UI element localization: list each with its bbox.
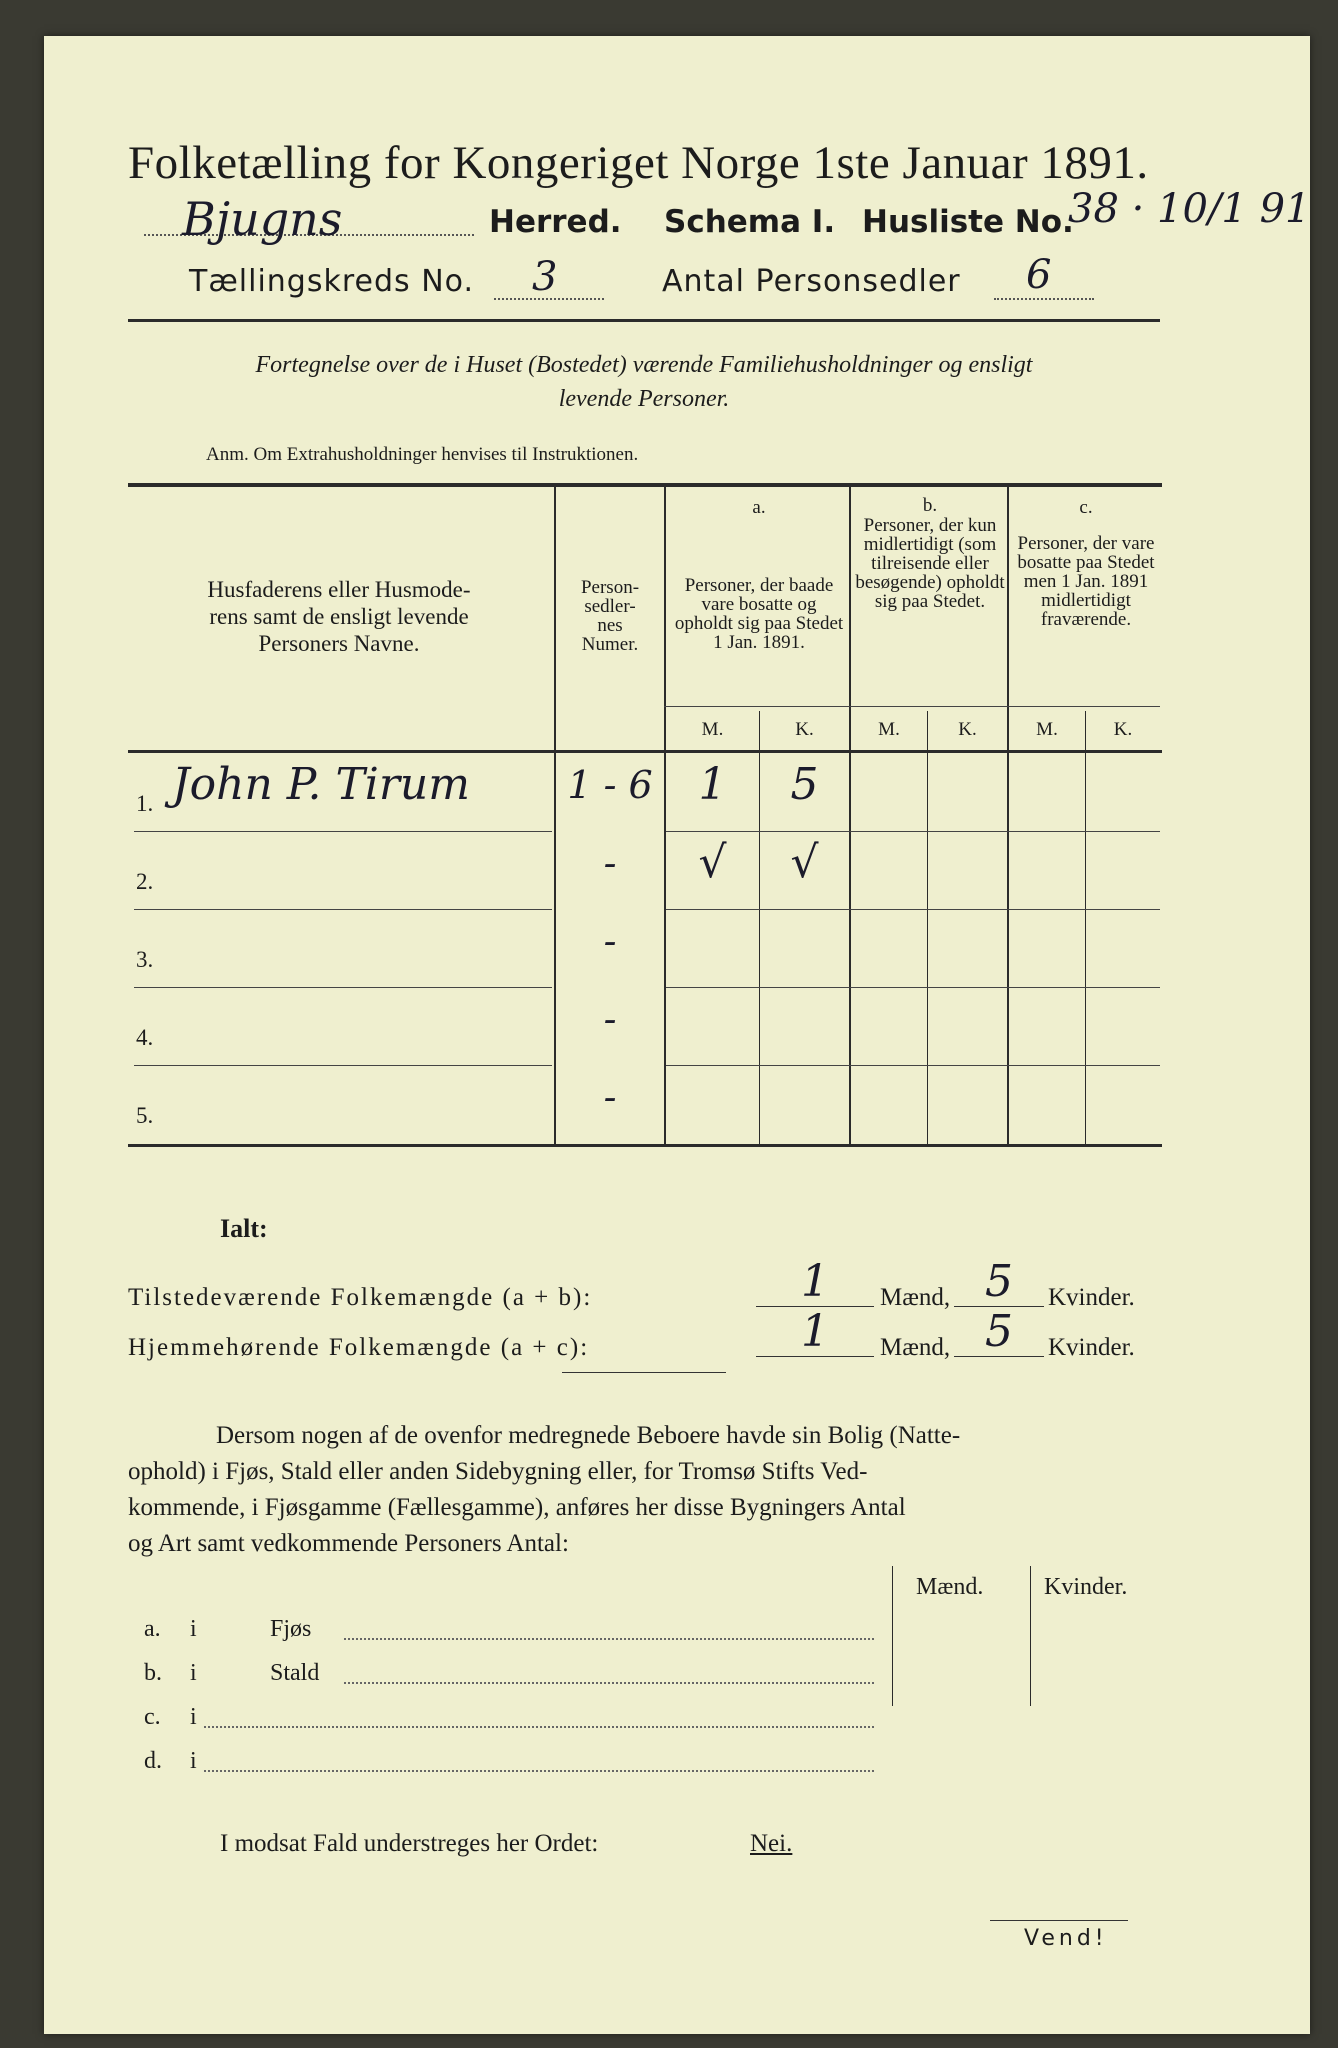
buildings-divider-1	[892, 1566, 893, 1706]
row-numer: -	[603, 841, 617, 885]
hjemme-maend-word: Mænd,	[880, 1334, 951, 1361]
row-a-m: √	[698, 837, 727, 888]
col-c-m: M.	[1036, 719, 1058, 740]
buildings-para-2: ophold) i Fjøs, Stald eller anden Sidebygning eller, for Tromsø Stifts Ved-	[128, 1458, 868, 1485]
husliste-value: 38 · 10/1 91	[1068, 186, 1311, 232]
building-row-dots	[344, 1638, 874, 1640]
row-a-m: 1	[698, 759, 727, 810]
header-rule	[128, 319, 1160, 322]
tilstede-maend: 1	[801, 1256, 829, 1307]
intro-line-2: levende Personer.	[558, 386, 730, 412]
mk-rule	[664, 706, 1160, 707]
intro-line-1: Fortegnelse over de i Huset (Bostedet) værende Familiehusholdninger og ensligt	[255, 352, 1033, 378]
row-numer: -	[603, 919, 617, 963]
divider-c-mk	[1085, 711, 1086, 1144]
building-row-letter: c.	[144, 1704, 161, 1730]
divider-b-mk	[927, 711, 928, 1144]
buildings-para-3: kommende, i Fjøsgamme (Fællesgamme), anføres her disse Bygningers Antal	[128, 1494, 906, 1521]
col-a-header: Personer, der baade vare bosatte og opholdt sig paa Stedet 1 Jan. 1891.	[674, 575, 844, 653]
footer-nei: Nei.	[750, 1830, 793, 1857]
divider-c	[1007, 487, 1009, 1144]
col-c-k: K.	[1113, 719, 1133, 740]
row-number: 3.	[136, 947, 154, 972]
kreds-label: Tællingskreds No.	[189, 264, 474, 299]
separator-rule	[562, 1372, 726, 1373]
row-rule-values	[666, 987, 1160, 988]
row-name: John P. Tirum	[172, 759, 470, 810]
building-row-letter: b.	[144, 1660, 162, 1686]
antal-value: 6	[1026, 252, 1052, 298]
row-rule-names	[134, 987, 552, 988]
herred-value: Bjugns	[182, 192, 343, 246]
census-form-sheet	[44, 36, 1310, 2034]
row-rule-names	[134, 909, 552, 910]
col-c-header: Personer, der vare bosatte paa Stedet men 1 Jan. 1891 midlertidigt fraværende.	[1017, 533, 1155, 630]
row-numer: -	[603, 1075, 617, 1119]
row-number: 2.	[136, 869, 154, 894]
row-rule-values	[666, 909, 1160, 910]
row-numer: 1 - 6	[567, 763, 653, 807]
tilstede-kvinder: 5	[985, 1256, 1013, 1307]
building-row-dots	[204, 1770, 874, 1772]
col-a-letter: a.	[752, 497, 766, 518]
antal-line	[994, 298, 1094, 300]
buildings-para-1: Dersom nogen af de ovenfor medregnede Beboere havde sin Bolig (Natte-	[216, 1422, 961, 1449]
building-row-label: Fjøs	[270, 1616, 312, 1642]
building-row-prep: i	[190, 1748, 197, 1774]
building-row-prep: i	[190, 1616, 197, 1642]
col-b-header: Personer, der kun midlertidigt (som tilreisende eller besøgende) opholdt sig paa Stedet.	[855, 515, 1005, 612]
buildings-kvinder-head: Kvinder.	[1044, 1574, 1128, 1600]
col-b-k: K.	[958, 719, 977, 740]
col-b-m: M.	[878, 719, 900, 740]
col-a-m: M.	[701, 719, 724, 740]
hjemme-label: Hjemmehørende Folkemængde (a + c):	[128, 1334, 590, 1361]
ialt-label: Ialt:	[220, 1214, 268, 1243]
row-a-k: 5	[790, 759, 819, 810]
row-rule-values	[666, 831, 1160, 832]
buildings-maend-head: Mænd.	[916, 1574, 984, 1600]
vend-label: Vend!	[1024, 1926, 1108, 1951]
col-a-k: K.	[795, 719, 814, 740]
row-rule-names	[134, 831, 552, 832]
col-numer-header: Person- sedler- nes Numer.	[580, 577, 640, 655]
row-a-k: √	[790, 837, 819, 888]
husliste-label: Husliste No.	[862, 204, 1074, 240]
form-title: Folketælling for Kongeriget Norge 1ste Januar 1891.	[128, 137, 1149, 189]
schema-label: Schema I.	[664, 204, 836, 240]
row-number: 5.	[136, 1103, 154, 1128]
antal-label: Antal Personsedler	[662, 264, 961, 299]
col-c-letter: c.	[1079, 497, 1093, 518]
kreds-value: 3	[532, 254, 558, 300]
col-b-letter: b.	[922, 495, 938, 516]
row-rule-values	[666, 1065, 1160, 1066]
building-row-dots	[344, 1682, 874, 1684]
row-number: 1.	[136, 791, 154, 816]
tilstede-kvinder-word: Kvinder.	[1048, 1284, 1135, 1311]
building-row-prep: i	[190, 1660, 197, 1686]
footer-text: I modsat Fald understreges her Ordet:	[220, 1830, 599, 1857]
anm-note: Anm. Om Extrahusholdninger henvises til Instruktionen.	[206, 444, 639, 465]
row-numer: -	[603, 997, 617, 1041]
building-row-dots	[204, 1726, 874, 1728]
hjemme-kvinder-word: Kvinder.	[1048, 1334, 1135, 1361]
hjemme-maend: 1	[801, 1306, 829, 1357]
hjemme-kvinder: 5	[985, 1306, 1013, 1357]
tilstede-maend-word: Mænd,	[880, 1284, 951, 1311]
divider-b	[849, 487, 851, 1144]
buildings-para-4: og Art samt vedkommende Personers Antal:	[128, 1530, 569, 1557]
vend-rule	[990, 1920, 1128, 1921]
buildings-divider-2	[1030, 1566, 1031, 1706]
herred-label: Herred.	[489, 204, 622, 240]
building-row-letter: d.	[144, 1748, 162, 1774]
building-row-letter: a.	[144, 1616, 161, 1642]
col-names-header: Husfaderens eller Husmode- rens samt de ensligt levende Personers Navne.	[207, 577, 471, 656]
building-row-label: Stald	[270, 1660, 320, 1686]
divider-a	[664, 487, 666, 1144]
row-number: 4.	[136, 1025, 154, 1050]
table-bottom-rule	[128, 1144, 1162, 1147]
building-row-prep: i	[190, 1704, 197, 1730]
row-rule-names	[134, 1065, 552, 1066]
tilstede-label: Tilstedeværende Folkemængde (a + b):	[128, 1284, 593, 1311]
